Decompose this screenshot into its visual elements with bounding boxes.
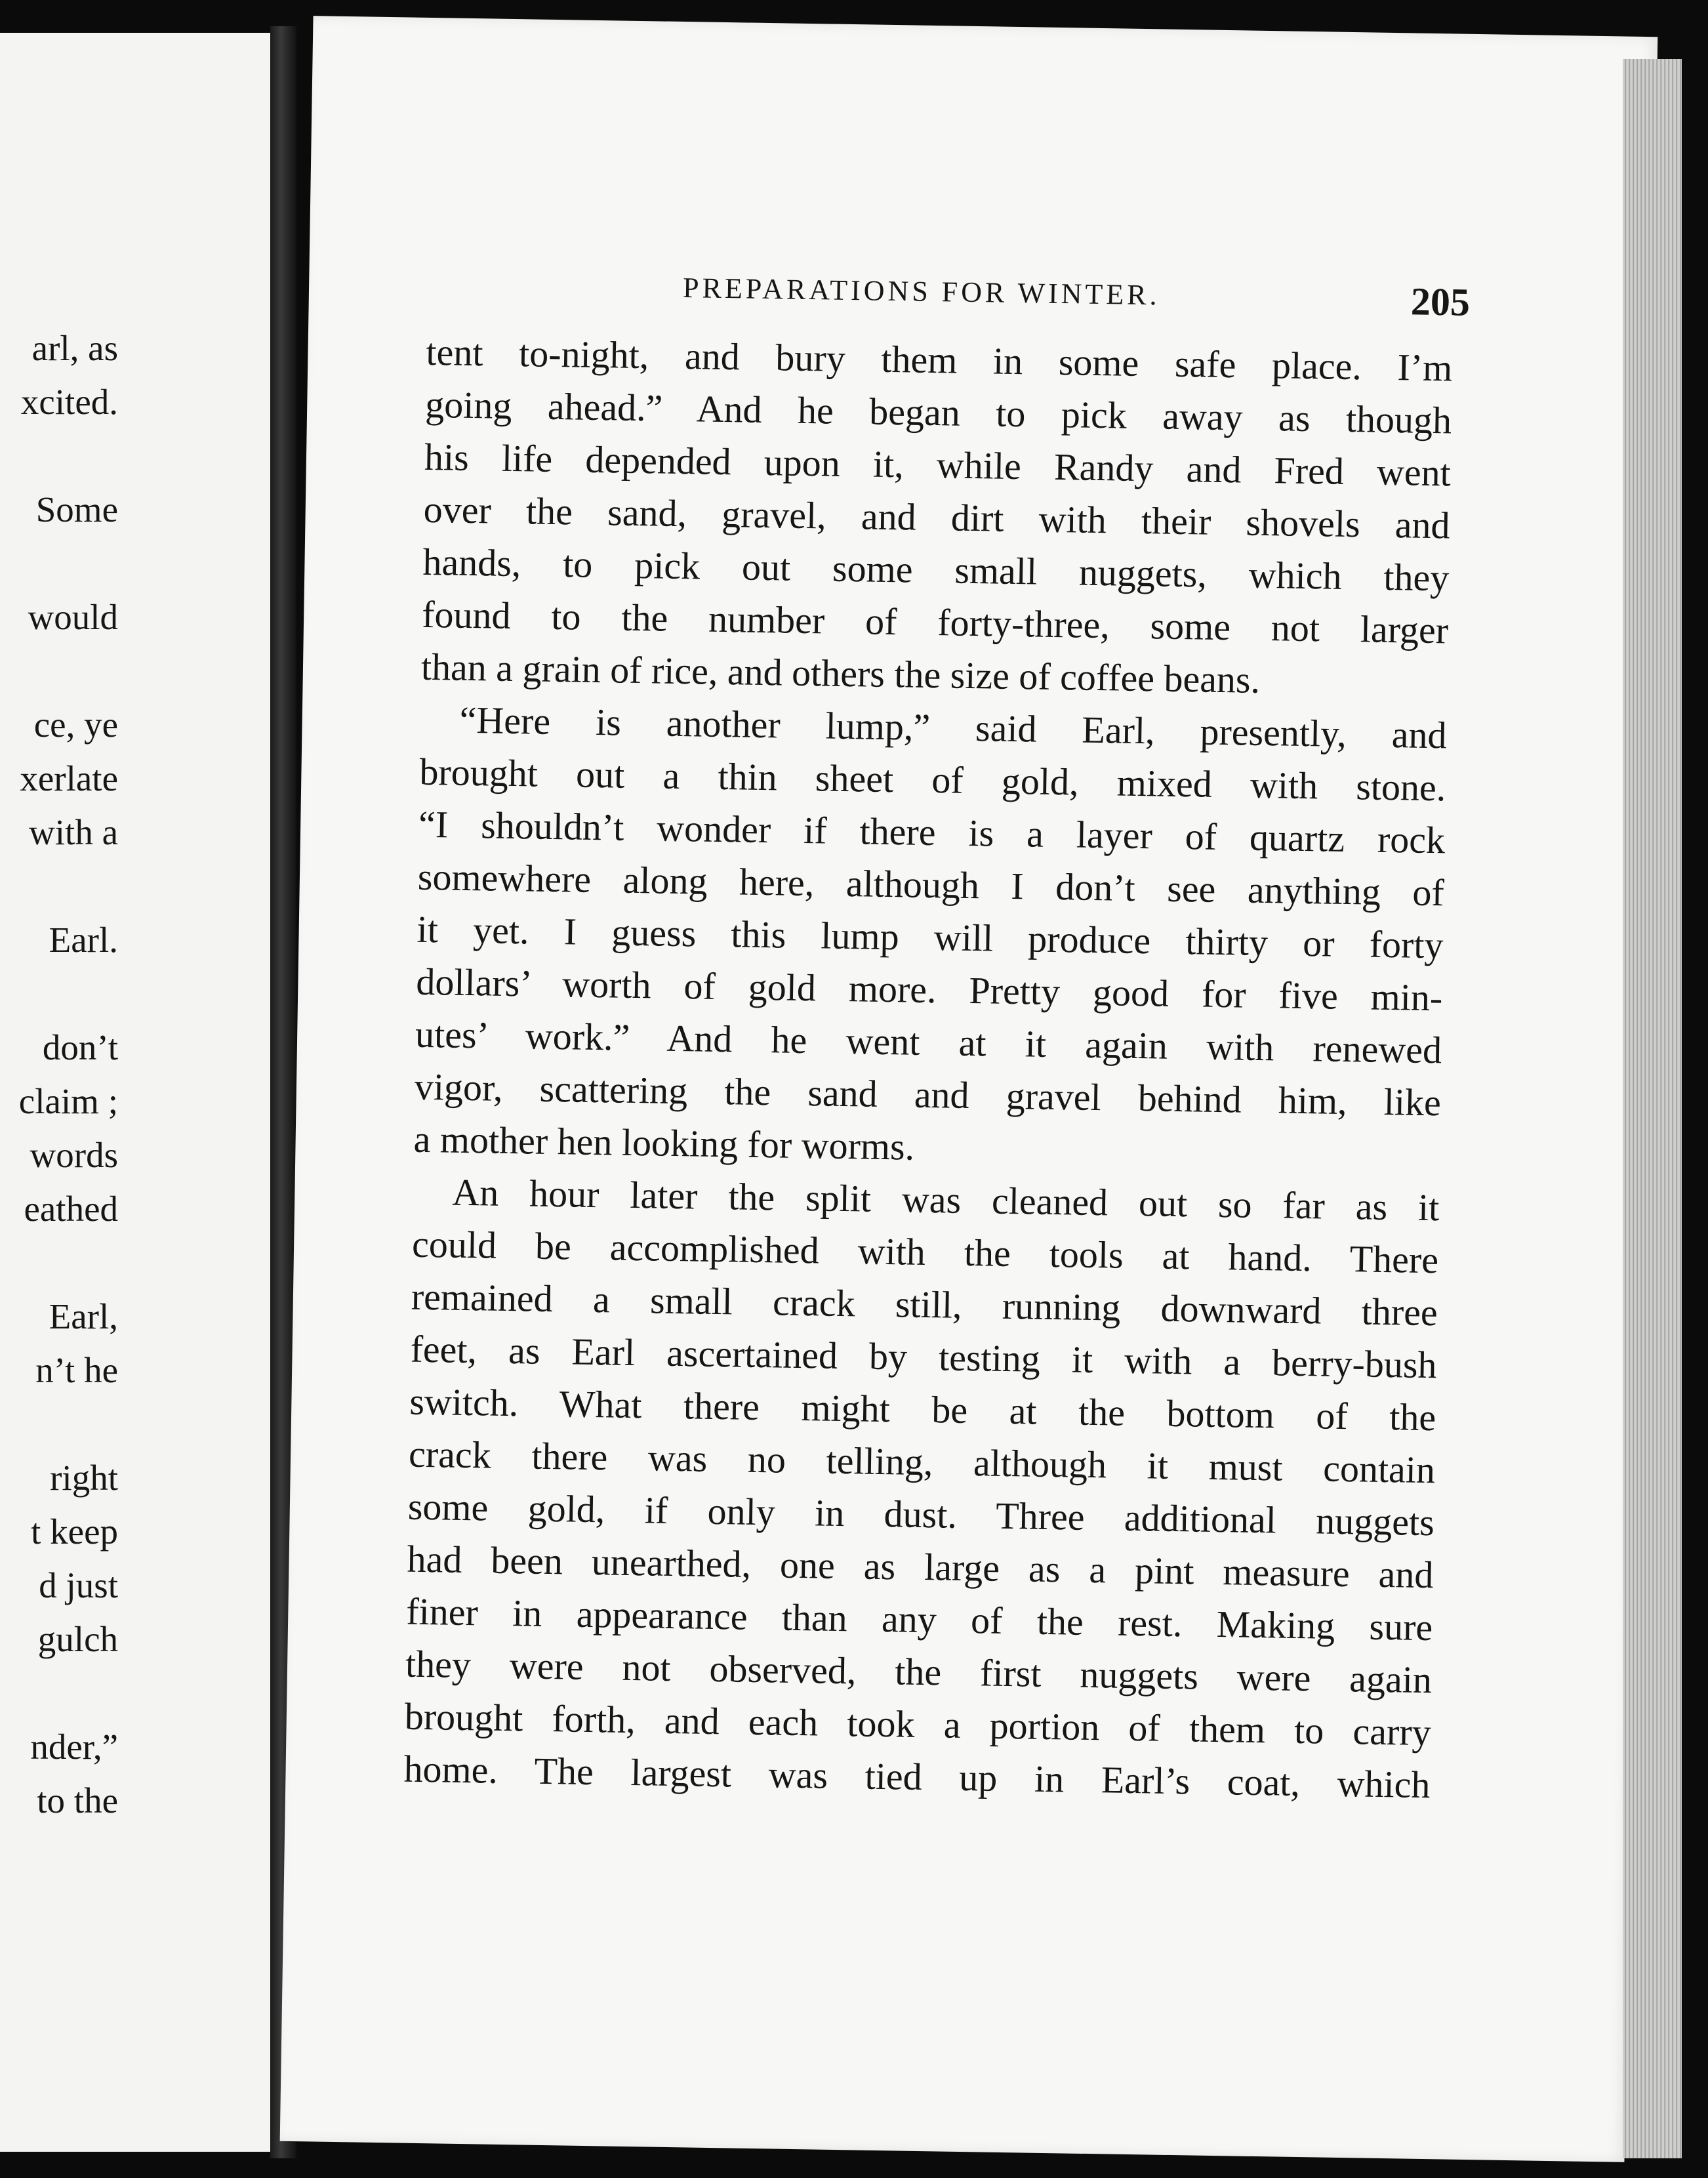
text-line: hands, to pick out some small nuggets, which they: [422, 540, 1450, 600]
left-page-line: [0, 1236, 118, 1290]
text-line: found to the number of forty-three, some not larger: [421, 592, 1449, 652]
text-line: switch. What there might be at the bottom of the: [409, 1380, 1436, 1439]
left-page-line: claim ;: [18, 1081, 118, 1121]
text-line: it yet. I guess this lump will produce thirty or forty: [417, 907, 1444, 967]
left-page-line: right: [50, 1458, 118, 1498]
body-text: [403, 326, 1453, 1811]
text-line: “Here is another lump,” said Earl, presently, and: [459, 698, 1448, 757]
text-line: finer in appearance than any of the rest. Making sure: [405, 1590, 1433, 1649]
left-page-line: with a: [29, 812, 118, 852]
text-line: utes’ work.” And he went at it again with renewed: [415, 1012, 1442, 1072]
left-page-line: [0, 537, 118, 590]
left-page-line: [0, 644, 118, 698]
text-line: brought out a thin sheet of gold, mixed with stone.: [418, 750, 1446, 810]
text-line: somewhere along here, although I don’t see anything of: [417, 855, 1445, 914]
text-line: feet, as Earl ascertained by testing it with a berry-bush: [410, 1327, 1437, 1387]
page-number: 205: [1410, 279, 1471, 324]
running-head: PREPARATIONS FOR WINTER.: [682, 272, 1160, 312]
left-page-line: xerlate: [20, 758, 118, 798]
text-line: they were not observed, the first nuggets were again: [405, 1642, 1433, 1702]
left-page-line: [0, 1397, 118, 1451]
text-line: a mother hen looking for worms.: [413, 1117, 915, 1168]
left-page-line: [0, 967, 118, 1021]
text-line: had been unearthed, one as large as a pint measure and: [407, 1537, 1434, 1597]
text-line: over the sand, gravel, and dirt with their shovels and: [423, 487, 1451, 547]
left-page-line: don’t: [42, 1027, 118, 1067]
left-page-line: would: [28, 597, 118, 637]
left-page-line: [0, 429, 118, 483]
left-page-line: [0, 859, 118, 913]
left-page-line: eathed: [24, 1189, 118, 1229]
right-page: [280, 16, 1658, 2162]
left-page-line: Some: [35, 489, 118, 529]
page-edges: [1623, 59, 1682, 2158]
left-page-line: nder,”: [30, 1727, 118, 1767]
left-page-line: t keep: [31, 1511, 118, 1551]
left-page-line: words: [30, 1135, 118, 1175]
left-page-line: gulch: [37, 1619, 118, 1659]
text-line: than a grain of rice, and others the size of coffee beans.: [420, 645, 1261, 701]
text-line: tent to-night, and bury them in some safe place. I’m: [426, 330, 1453, 390]
left-page: [0, 33, 273, 2152]
left-page-line: xcited.: [20, 382, 118, 422]
text-line: going ahead.” And he began to pick away as though: [424, 382, 1452, 442]
text-line: vigor, scattering the sand and gravel behind him, like: [414, 1065, 1442, 1124]
left-page-line: ce, ye: [33, 705, 118, 745]
text-line: some gold, if only in dust. Three additional nuggets: [407, 1485, 1435, 1544]
left-page-line: n’t he: [35, 1350, 118, 1390]
text-line: home. The largest was tied up in Earl’s coat, which: [403, 1747, 1431, 1807]
text-line: remained a small crack still, running downward three: [411, 1275, 1438, 1334]
text-line: dollars’ worth of gold more. Pretty good for five min-: [415, 960, 1443, 1019]
left-page-line: [0, 1666, 118, 1720]
left-page-text: [0, 321, 118, 1828]
text-line: crack there was no telling, although it must contain: [408, 1432, 1436, 1492]
left-page-line: arl, as: [31, 328, 118, 368]
text-line: An hour later the split was cleaned out so far as it: [451, 1170, 1440, 1229]
left-page-line: d just: [39, 1565, 118, 1605]
text-line: “I shouldn’t wonder if there is a layer of quartz rock: [418, 802, 1446, 862]
text-line: could be accomplished with the tools at hand. There: [411, 1222, 1439, 1282]
left-page-line: Earl.: [49, 920, 118, 960]
left-page-line: Earl,: [49, 1296, 118, 1336]
text-line: brought forth, and each took a portion of them to carry: [404, 1695, 1432, 1754]
left-page-line: to the: [37, 1780, 118, 1820]
text-line: his life depended upon it, while Randy and Fred went: [424, 435, 1452, 495]
